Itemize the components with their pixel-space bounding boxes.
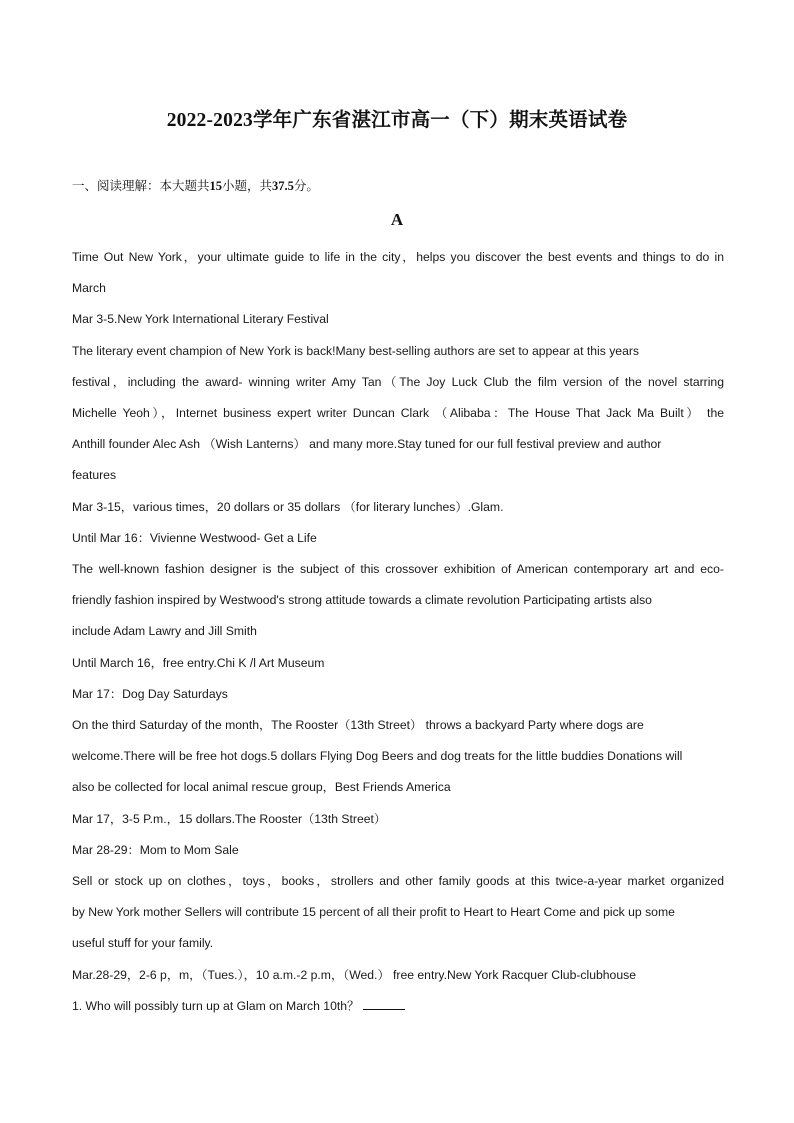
- passage-line: Mar 3-15，various times，20 dollars or 35 dollars （for literary lunches）.Glam.: [72, 499, 504, 514]
- passage-letter: A: [390, 210, 404, 229]
- section-score: 37.5: [272, 179, 294, 193]
- passage-line: features: [72, 468, 117, 483]
- exam-title: 2022-2023学年广东省湛江市高一（下）期末英语试卷: [166, 110, 628, 131]
- passage-body: [72, 242, 724, 1022]
- passage-line: On the third Saturday of the month，The Rooster（13th Street） throws a backyard Party where dogs are: [72, 717, 644, 732]
- section-prefix: 一、阅读理解：本大题共: [72, 179, 210, 193]
- passage-line: Mar 3-5.New York International Literary Festival: [72, 312, 329, 327]
- passage-line: festival，including the award- winning writer Amy Tan（The Joy Luck Club the film version of the novel starring: [72, 374, 724, 389]
- passage-line: by New York mother Sellers will contribute 15 percent of all their profit to Heart to Heart Come and pick up some: [72, 905, 675, 920]
- passage-line: Mar 28-29：Mom to Mom Sale: [72, 842, 239, 857]
- passage-line: Sell or stock up on clothes，toys，books，strollers and other family goods at this twice-a-year market organized: [72, 874, 724, 888]
- answer-blank[interactable]: [363, 997, 405, 1010]
- section-suffix: 分。: [293, 179, 319, 193]
- passage-line: Michelle Yeoh），Internet business expert writer Duncan Clark （Alibaba：The House That Jack Ma Built） the: [72, 405, 724, 420]
- passage-line: Mar 17：Dog Day Saturdays: [72, 686, 228, 701]
- passage-line: Anthill founder Alec Ash （Wish Lanterns） and many more.Stay tuned for our full festival preview and author: [72, 437, 662, 452]
- passage-line: Time Out New York，your ultimate guide to life in the city，helps you discover the best events and things to do in: [72, 250, 724, 264]
- passage-line: useful stuff for your family.: [72, 936, 214, 951]
- passage-line: Until Mar 16：Vivienne Westwood- Get a Life: [72, 530, 317, 545]
- section-heading: [72, 176, 319, 194]
- question-1-text: 1. Who will possibly turn up at Glam on March 10th？: [72, 998, 360, 1013]
- passage-line: also be collected for local animal rescue group，Best Friends America: [72, 780, 451, 795]
- passage-line: Until March 16，free entry.Chi K /l Art Museum: [72, 655, 325, 670]
- question-1: [72, 991, 724, 1022]
- section-middle: 小题，共: [222, 179, 273, 193]
- passage-line: include Adam Lawry and Jill Smith: [72, 624, 257, 639]
- passage-line: March: [72, 281, 106, 296]
- passage-line: The literary event champion of New York is back!Many best-selling authors are set to appear at this years: [72, 343, 640, 358]
- passage-line: friendly fashion inspired by Westwood's strong attitude towards a climate revolution Participating artists also: [72, 593, 652, 608]
- section-count: 15: [209, 179, 223, 193]
- passage-line: Mar 17，3-5 P.m.，15 dollars.The Rooster（13th Street）: [72, 811, 387, 826]
- passage-line: Mar.28-29，2-6 p，m，（Tues.），10 a.m.-2 p.m，（Wed.） free entry.New York Racquer Club-clubhouse: [72, 967, 636, 982]
- passage-line: The well-known fashion designer is the subject of this crossover exhibition of American contemporary art and eco-: [72, 561, 724, 576]
- passage-line: welcome.There will be free hot dogs.5 dollars Flying Dog Beers and dog treats for the little buddies Donations will: [72, 749, 683, 764]
